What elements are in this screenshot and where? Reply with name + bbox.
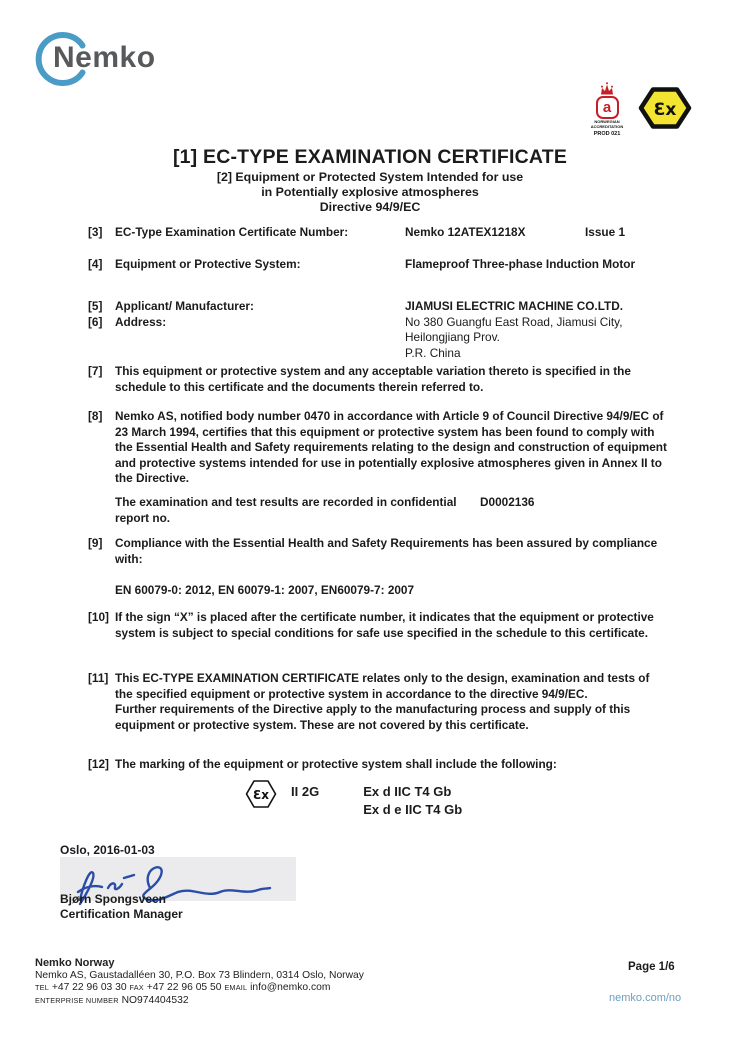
item-5-6-applicant-address xyxy=(88,299,623,361)
clause-9-text: Compliance with the Essential Health and Safety Requirements has been assured by compliance with: xyxy=(115,536,658,566)
tel-label: TEL xyxy=(35,983,49,992)
clause-10-text: If the sign “X” is placed after the certificate number, it indicates that the equipment or protective system is subject to special conditions for safe use specified in the schedule to this certificate. xyxy=(115,610,654,640)
report-text-line-1: The examination and test results are recorded in confidential xyxy=(115,495,457,509)
item-10-clause xyxy=(88,610,667,641)
clause-11-paragraph-2: Further requirements of the Directive apply to the manufacturing process and supply of this equipment or protective system. These are not covered by this certificate. xyxy=(115,702,631,732)
clause-7-text: This equipment or protective system and any acceptable variation thereto is specified in the schedule to this certificate and the documents therein referred to. xyxy=(115,364,631,394)
confidential-report-line xyxy=(115,495,667,526)
item-4-equipment xyxy=(88,257,635,273)
certificate-subtitle-3: Directive 94/9/EC xyxy=(319,200,421,214)
item-7-clause xyxy=(88,364,667,395)
accreditation-prod-number: PROD 021 xyxy=(593,130,621,137)
ex-certification-mark xyxy=(638,86,692,135)
equipment-label: Equipment or Protective System: xyxy=(115,257,301,271)
item-11-clause xyxy=(88,671,667,733)
applicant-value: JIAMUSI ELECTRIC MACHINE CO.LTD. xyxy=(405,299,624,313)
accreditation-mark xyxy=(586,82,628,137)
address-line-3: P.R. China xyxy=(405,345,461,360)
place-and-date: Oslo, 2016-01-03 xyxy=(60,843,155,857)
item-number: [5] xyxy=(88,299,103,313)
item-number: [9] xyxy=(88,536,103,550)
item-8-clause xyxy=(88,409,667,487)
crown-icon xyxy=(597,82,617,95)
protection-code-1: Ex d IIC T4 Gb xyxy=(363,784,452,799)
item-12-clause xyxy=(88,757,667,773)
tel-value: +47 22 96 03 30 xyxy=(51,982,127,993)
address-label: Address: xyxy=(115,314,167,329)
item-number: [10] xyxy=(88,610,109,624)
fax-label: FAX xyxy=(129,983,144,992)
footer-contact xyxy=(35,982,364,995)
item-3-certificate-number xyxy=(88,225,625,241)
clause-11-paragraph-1: This EC-TYPE EXAMINATION CERTIFICATE relates only to the design, examination and tests of the specified equipment or protective system in accordance to the directive 94/9/EC. xyxy=(115,671,650,701)
accreditation-label-1: NORWEGIAN xyxy=(594,119,620,124)
enterprise-label: ENTERPRISE NUMBER xyxy=(35,995,119,1005)
certificate-number-label: EC-Type Examination Certificate Number: xyxy=(115,225,349,239)
equipment-value: Flameproof Three-phase Induction Motor xyxy=(405,257,636,271)
website-link[interactable]: nemko.com/no xyxy=(609,992,682,1004)
protection-code-2: Ex d e IIC T4 Gb xyxy=(363,802,463,817)
address-line-2: Heilongjiang Prov. xyxy=(405,330,500,344)
svg-text:Ɛx: Ɛx xyxy=(252,788,270,802)
accreditation-label-2: ACCREDITATION xyxy=(590,123,624,129)
standards-text: EN 60079-0: 2012, EN 60079-1: 2007, EN60079-7: 2007 xyxy=(115,583,415,597)
item-number: [7] xyxy=(88,364,103,378)
title-block xyxy=(0,146,740,214)
certificate-subtitle-2: in Potentially explosive atmospheres xyxy=(261,185,479,199)
logo-text: Nemko xyxy=(53,41,156,74)
certificate-number-value: Nemko 12ATEX1218X xyxy=(405,225,526,239)
item-number: [8] xyxy=(88,409,103,423)
issue-number: Issue 1 xyxy=(585,225,626,239)
page-number: Page 1/6 xyxy=(628,961,675,973)
email-label: EMAIL xyxy=(224,983,248,992)
svg-text:Ɛx: Ɛx xyxy=(653,100,677,120)
applicant-label: Applicant/ Manufacturer: xyxy=(115,299,254,313)
certificate-title: [1] EC-TYPE EXAMINATION CERTIFICATE xyxy=(172,146,568,168)
equipment-group-marking: II 2G xyxy=(291,784,320,799)
item-number: [4] xyxy=(88,257,103,271)
item-number: [6] xyxy=(88,314,103,329)
item-number: [12] xyxy=(88,757,109,771)
standards-line xyxy=(115,583,667,599)
ex-marking-icon xyxy=(245,779,277,809)
email-value: info@nemko.com xyxy=(250,982,331,993)
footer-company: Nemko Norway xyxy=(35,957,115,969)
signatory-name: Bjørn Spongsveen xyxy=(60,892,167,906)
report-number: D0002136 xyxy=(480,495,535,509)
report-text-line-2: report no. xyxy=(115,510,171,525)
item-number: [11] xyxy=(88,671,109,685)
signatory-role: Certification Manager xyxy=(60,907,183,921)
address-line-1: No 380 Guangfu East Road, Jiamusi City, xyxy=(405,314,623,329)
item-9-clause xyxy=(88,536,667,567)
accreditation-a-icon: a xyxy=(596,96,619,119)
nemko-logo xyxy=(33,30,183,90)
fax-value: +47 22 96 05 50 xyxy=(146,982,222,993)
enterprise-value: NO974404532 xyxy=(121,994,189,1006)
ex-hexagon-icon xyxy=(638,86,692,130)
footer-block xyxy=(35,957,364,1007)
marking-row xyxy=(245,778,462,819)
certificate-subtitle-1: [2] Equipment or Protected System Intended for use xyxy=(216,170,524,184)
clause-12-text: The marking of the equipment or protective system shall include the following: xyxy=(115,757,557,771)
footer-enterprise xyxy=(35,995,364,1008)
footer-address: Nemko AS, Gaustadalléen 30, P.O. Box 73 Blindern, 0314 Oslo, Norway xyxy=(35,969,364,981)
clause-8-text: Nemko AS, notified body number 0470 in accordance with Article 9 of Council Directive 94/9/EC of 23 March 1994, certifies that this equipment or protective system has been found to comply with the Essential Health and Safety requirements relating to the design and construction of equipment and protective systems intended for use in potentially explosive atmospheres given in Annex II to the Directive. xyxy=(115,409,667,485)
item-number: [3] xyxy=(88,225,103,239)
